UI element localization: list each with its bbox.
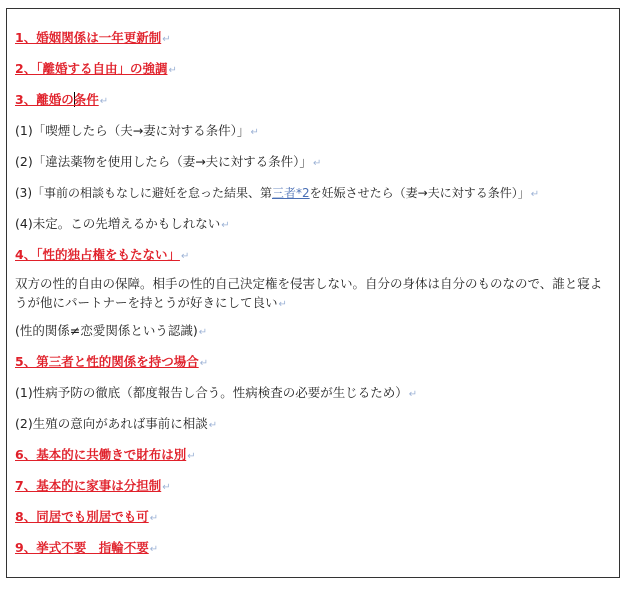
paragraph-mark-icon: ↵	[198, 327, 208, 338]
heading-marriage-renewal	[15, 29, 611, 49]
heading-separate-finances	[15, 446, 611, 466]
third-party-text[interactable]: 三者	[272, 186, 297, 200]
paragraph-mark-icon: ↵	[250, 127, 259, 138]
sexual-freedom-paragraph	[15, 274, 611, 314]
reproduction-consultation	[15, 415, 611, 435]
body-text: (3)「事前の相談もなしに避妊を怠った結果、第	[15, 186, 272, 200]
heading-no-ceremony-no-rings	[15, 539, 611, 559]
footnote-link[interactable]: *2	[296, 186, 310, 200]
paragraph-mark-icon: ↵	[199, 358, 209, 369]
condition-drugs	[15, 153, 611, 173]
body-text: (1)「喫煙したら（夫→妻に対する条件）」	[15, 123, 250, 138]
heading-living-arrangement	[15, 508, 611, 528]
paragraph-mark-icon: ↵	[208, 420, 218, 431]
paragraph-mark-icon: ↵	[168, 65, 177, 76]
heading-text: 1、婚姻関係は一年更新制	[15, 30, 162, 45]
heading-text: 7、基本的に家事は分担制	[15, 478, 162, 493]
paragraph-mark-icon: ↵	[312, 158, 322, 169]
body-text: (性的関係≠恋愛関係という認識)	[15, 323, 198, 338]
heading-text: 6、基本的に共働きで財布は別	[15, 447, 187, 462]
paragraph-mark-icon: ↵	[149, 513, 159, 524]
document-page	[6, 8, 620, 578]
body-text: (4)未定。この先増えるかもしれない	[15, 216, 221, 231]
relationship-recognition	[15, 322, 611, 342]
paragraph-mark-icon: ↵	[187, 451, 196, 462]
paragraph-mark-icon: ↵	[278, 299, 287, 310]
body-text: (1)性病予防の徹底（都度報告し合う。性病検査の必要が生じるため）	[15, 385, 408, 400]
paragraph-mark-icon: ↵	[162, 482, 171, 493]
heading-text: 9、挙式不要 指輪不要	[15, 540, 149, 555]
std-prevention	[15, 384, 611, 404]
heading-text: 5、第三者と性的関係を持つ場合	[15, 354, 199, 369]
condition-smoking	[15, 122, 611, 142]
heading-text-part[interactable]: 3、離婚の	[15, 92, 74, 107]
heading-text: 2、「離婚する自由」の強調	[15, 61, 168, 76]
heading-third-party-relations	[15, 353, 611, 373]
heading-divorce-conditions[interactable]	[15, 91, 611, 111]
condition-contraception	[15, 184, 611, 204]
condition-undecided	[15, 215, 611, 235]
heading-text-part[interactable]: 条件	[73, 92, 99, 107]
paragraph-mark-icon: ↵	[149, 544, 159, 555]
paragraph-mark-icon: ↵	[180, 251, 190, 262]
heading-text: 4、「性的独占権をもたない」	[15, 247, 180, 262]
paragraph-mark-icon: ↵	[162, 34, 171, 45]
body-text: を妊娠させたら（妻→夫に対する条件）」	[309, 186, 530, 200]
paragraph-mark-icon: ↵	[530, 189, 540, 200]
body-text: (2)「違法薬物を使用したら（妻→夫に対する条件）」	[15, 154, 312, 169]
heading-divorce-freedom	[15, 60, 611, 80]
heading-no-sexual-exclusivity	[15, 246, 611, 266]
body-text: 双方の性的自由の保障。相手の性的自己決定権を侵害しない。自分の身体は自分のものなので、誰と寝ようが他にパートナーを持とうが好きにして良い	[15, 276, 603, 310]
body-text: (2)生殖の意向があれば事前に相談	[15, 416, 208, 431]
paragraph-mark-icon: ↵	[408, 389, 418, 400]
heading-text: 8、同居でも別居でも可	[15, 509, 149, 524]
paragraph-mark-icon: ↵	[99, 96, 109, 107]
heading-shared-housework	[15, 477, 611, 497]
paragraph-mark-icon: ↵	[221, 220, 230, 231]
